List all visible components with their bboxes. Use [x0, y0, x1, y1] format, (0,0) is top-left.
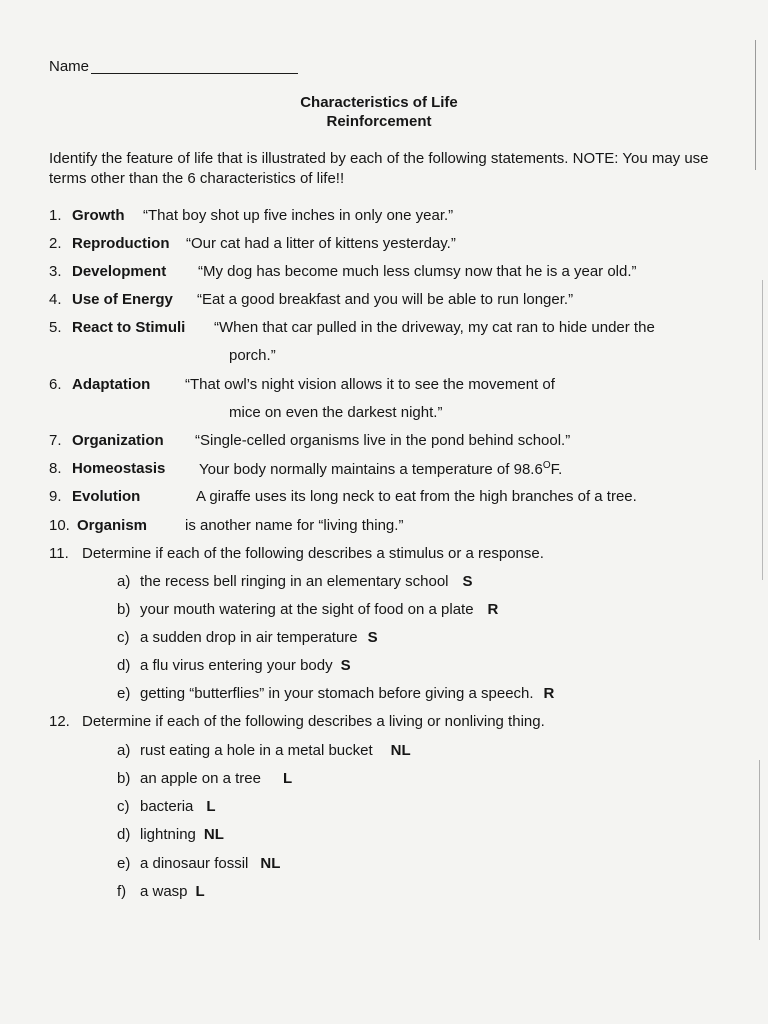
item-answer-term: Development [72, 263, 167, 280]
part-description: your mouth watering at the sight of food on a plate [140, 601, 474, 618]
item-number: 3. [49, 263, 62, 280]
part-answer: L [195, 883, 205, 900]
item-statement: “When that car pulled in the driveway, my cat ran to hide under the [214, 319, 655, 336]
item-answer-term: Growth [72, 207, 125, 224]
part-answer: NL [390, 742, 411, 759]
item-statement-continuation: mice on even the darkest night.” [229, 404, 443, 421]
question-prompt: Determine if each of the following describes a stimulus or a response. [82, 545, 544, 562]
part-answer: R [543, 685, 555, 702]
degree-superscript: O [542, 460, 551, 471]
item-number: 6. [49, 376, 62, 393]
part-description: a sudden drop in air temperature [140, 629, 358, 646]
part-text [140, 883, 205, 900]
part-letter: d) [117, 657, 131, 674]
question-prompt: Determine if each of the following describes a living or nonliving thing. [82, 713, 545, 730]
item-answer-term: Evolution [72, 488, 141, 505]
part-description: a flu virus entering your body [140, 657, 333, 674]
part-description: bacteria [140, 798, 194, 815]
part-text [140, 685, 554, 702]
part-text [140, 855, 280, 872]
item-answer-term: Adaptation [72, 376, 151, 393]
worksheet-subtitle: Reinforcement [326, 113, 432, 130]
part-answer: S [367, 629, 378, 646]
item-statement-unit: F. [550, 461, 563, 478]
part-answer: S [462, 573, 473, 590]
name-blank-line [91, 73, 298, 74]
part-description: getting “butterflies” in your stomach before giving a speech. [140, 685, 534, 702]
part-letter: c) [117, 798, 130, 815]
part-text [140, 629, 378, 646]
part-letter: e) [117, 685, 131, 702]
part-description: lightning [140, 826, 196, 843]
item-number: 10. [49, 517, 70, 534]
part-text [140, 657, 351, 674]
part-answer: S [340, 657, 351, 674]
item-statement: “My dog has become much less clumsy now that he is a year old.” [198, 263, 637, 280]
item-statement: is another name for “living thing.” [185, 517, 404, 534]
part-text [140, 573, 473, 590]
part-text [140, 742, 411, 759]
item-statement: A giraffe uses its long neck to eat from the high branches of a tree. [196, 488, 637, 505]
item-answer-term: Organism [77, 517, 148, 534]
part-description: a dinosaur fossil [140, 855, 249, 872]
item-answer-term: Organization [72, 432, 164, 449]
item-number: 2. [49, 235, 62, 252]
item-statement [199, 460, 562, 478]
part-text [140, 770, 292, 787]
scan-edge-mark [762, 280, 763, 580]
item-number: 8. [49, 460, 62, 477]
item-statement: “That owl’s night vision allows it to see the movement of [185, 376, 555, 393]
worksheet-title: Characteristics of Life [300, 94, 458, 111]
item-number: 4. [49, 291, 62, 308]
item-statement-text: Your body normally maintains a temperature of 98.6 [199, 461, 543, 478]
part-letter: b) [117, 601, 131, 618]
part-description: the recess bell ringing in an elementary school [140, 573, 449, 590]
item-statement: “Our cat had a litter of kittens yesterday.” [186, 235, 456, 252]
question-number: 12. [49, 713, 70, 730]
question-number: 11. [49, 545, 69, 562]
part-letter: a) [117, 573, 131, 590]
part-letter: e) [117, 855, 131, 872]
item-number: 1. [49, 207, 62, 224]
part-letter: d) [117, 826, 131, 843]
instructions-text: Identify the feature of life that is illustrated by each of the following statements. NOTE: You may use terms other than the 6 characteristics of life!! [49, 150, 709, 187]
part-answer: R [487, 601, 499, 618]
item-statement: “Single-celled organisms live in the pond behind school.” [195, 432, 571, 449]
part-text [140, 826, 224, 843]
part-description: a wasp [140, 883, 188, 900]
part-letter: f) [117, 883, 127, 900]
scan-edge-mark [759, 760, 760, 940]
item-statement: “That boy shot up five inches in only one year.” [143, 207, 454, 224]
part-letter: a) [117, 742, 131, 759]
name-label: Name [49, 58, 90, 75]
item-answer-term: React to Stimuli [72, 319, 186, 336]
item-number: 9. [49, 488, 62, 505]
item-statement: “Eat a good breakfast and you will be able to run longer.” [197, 291, 574, 308]
item-answer-term: Use of Energy [72, 291, 173, 308]
part-letter: b) [117, 770, 131, 787]
part-text [140, 601, 498, 618]
part-text [140, 798, 216, 815]
part-letter: c) [117, 629, 130, 646]
item-number: 5. [49, 319, 62, 336]
item-statement-continuation: porch.” [229, 347, 276, 364]
part-answer: NL [260, 855, 281, 872]
part-answer: L [282, 770, 293, 787]
item-number: 7. [49, 432, 62, 449]
part-answer: L [206, 798, 216, 815]
part-answer: NL [203, 826, 224, 843]
item-answer-term: Homeostasis [72, 460, 166, 477]
item-answer-term: Reproduction [72, 235, 170, 252]
part-description: rust eating a hole in a metal bucket [140, 742, 373, 759]
part-description: an apple on a tree [140, 770, 261, 787]
